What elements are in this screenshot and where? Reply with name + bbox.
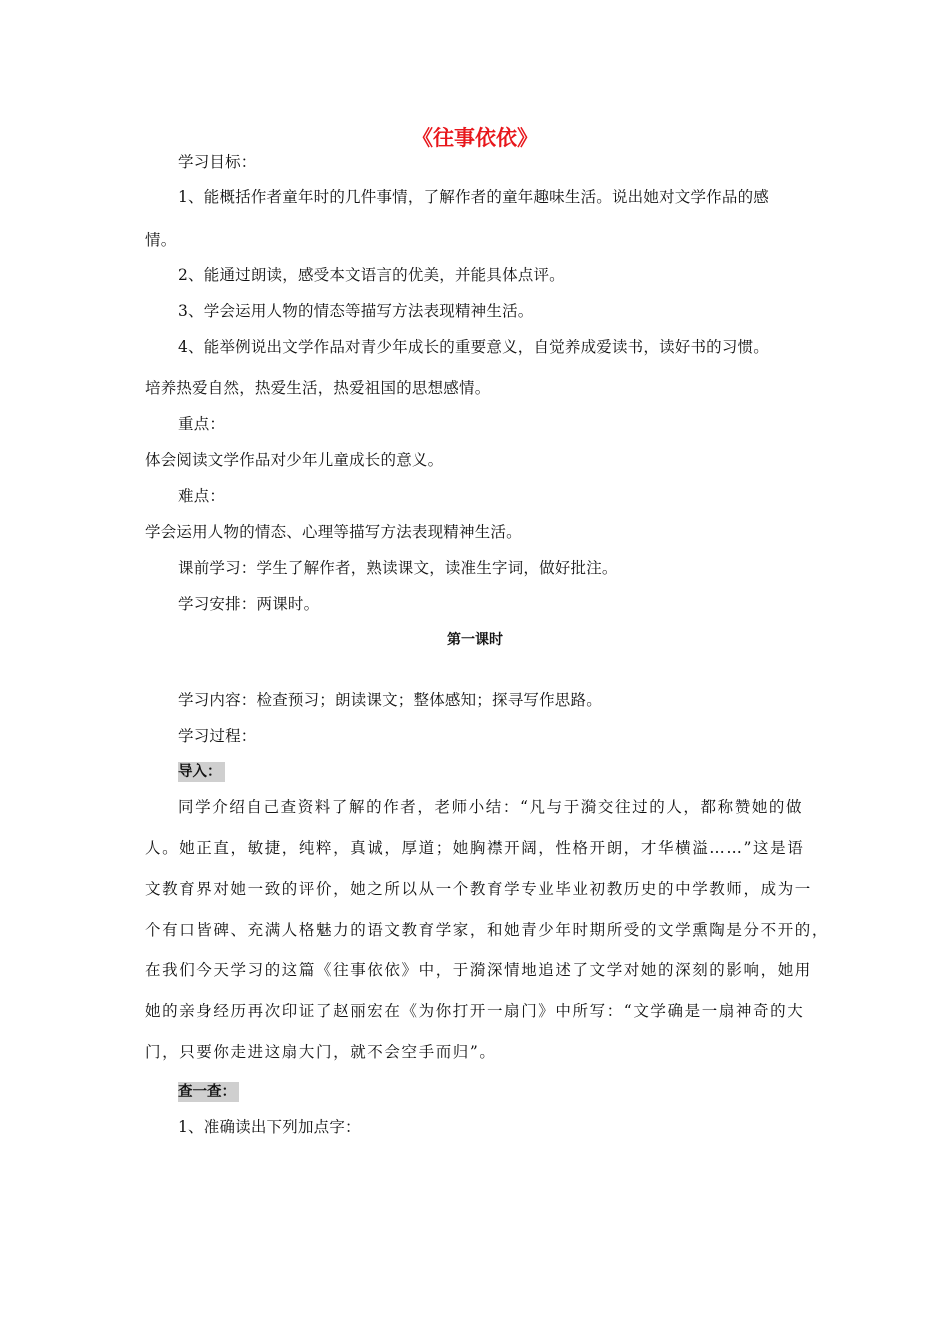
intro-line-5: 在我们今天学习的这篇《往事依依》中，于漪深情地追述了文学对她的深刻的影响，她用 bbox=[145, 961, 812, 979]
document-title: 《往事依依》 bbox=[412, 126, 538, 150]
key-label: 重点： bbox=[178, 415, 226, 433]
objective-item-1: 1、能概括作者童年时的几件事情，了解作者的童年趣味生活。说出她对文学作品的感 bbox=[178, 188, 769, 206]
process-label: 学习过程： bbox=[178, 727, 257, 745]
difficulty-label: 难点： bbox=[178, 487, 226, 505]
difficulty-text: 学会运用人物的情态、心理等描写方法表现精神生活。 bbox=[145, 523, 522, 541]
key-text: 体会阅读文学作品对少年儿童成长的意义。 bbox=[145, 451, 444, 469]
objectives-label: 学习目标： bbox=[178, 153, 257, 171]
check-item-1: 1、准确读出下列加点字： bbox=[178, 1118, 361, 1136]
prestudy-text: 课前学习：学生了解作者，熟读课文，读准生字词，做好批注。 bbox=[178, 559, 618, 577]
intro-line-6: 她的亲身经历再次印证了赵丽宏在《为你打开一扇门》中所写：“文学确是一扇神奇的大 bbox=[145, 1002, 805, 1020]
lesson1-title: 第一课时 bbox=[447, 632, 503, 648]
objective-item-4: 4、能举例说出文学作品对青少年成长的重要意义，自觉养成爱读书，读好书的习惯。 bbox=[178, 338, 769, 356]
intro-line-2: 人。她正直，敏捷，纯粹，真诚，厚道；她胸襟开阔，性格开朗，才华横溢……”这是语 bbox=[145, 839, 805, 857]
intro-line-3: 文教育界对她一致的评价，她之所以从一个教育学专业毕业初教历史的中学教师，成为一 bbox=[145, 880, 812, 898]
schedule-text: 学习安排：两课时。 bbox=[178, 595, 320, 613]
objective-item-4-cont: 培养热爱自然，热爱生活，热爱祖国的思想感情。 bbox=[145, 379, 491, 397]
objective-item-1-cont: 情。 bbox=[145, 231, 177, 249]
content-text: 学习内容：检查预习；朗读课文；整体感知；探寻写作思路。 bbox=[178, 691, 602, 709]
intro-line-7: 门，只要你走进这扇大门，就不会空手而归”。 bbox=[145, 1043, 497, 1061]
objective-item-2: 2、能通过朗读，感受本文语言的优美，并能具体点评。 bbox=[178, 266, 565, 284]
objective-item-3: 3、学会运用人物的情态等描写方法表现精神生活。 bbox=[178, 302, 534, 320]
intro-label: 导入： bbox=[178, 762, 225, 782]
check-label: 查一查： bbox=[178, 1082, 239, 1102]
intro-line-1: 同学介绍自己查资料了解的作者，老师小结：“凡与于漪交往过的人，都称赞她的做 bbox=[178, 798, 804, 816]
intro-line-4: 个有口皆碑、充满人格魅力的语文教育学家，和她青少年时期所受的文学熏陶是分不开的， bbox=[145, 921, 830, 939]
